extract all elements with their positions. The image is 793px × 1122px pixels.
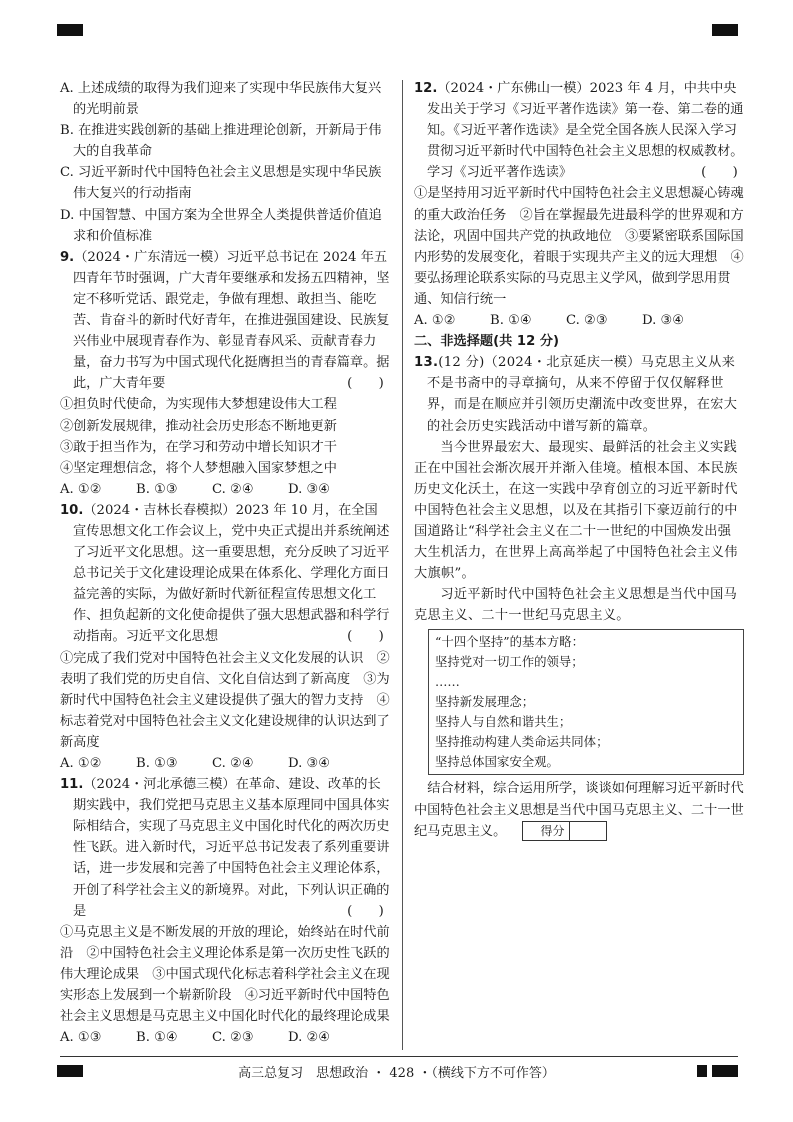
right-column [414, 78, 744, 842]
q10-choices [60, 753, 390, 774]
q10-choice-d: D. ③④ [288, 756, 331, 771]
q11-stem: （2024・河北承德三模）在革命、建设、改革的长期实践中，我们党把马克思主义基本原理同中国具体实际相结合，实现了马克思主义中国化时代化的两次历史性飞跃。进入新时代，习近平总书记发表了系列重要讲话，进一步发展和完善了中国特色社会主义理论体系，开创了科学社会主义的新境界。对此，下列认识正确的是 [73, 777, 390, 919]
column-divider [402, 80, 403, 1050]
q9-item-1: ①担负时代使命，为实现伟大梦想建设伟大工程 [60, 397, 337, 413]
q8-option-b: B. 在推进实践创新的基础上推进理论创新，开新局于伟大的自我革命 [60, 123, 382, 160]
box-line: 坚持党对一切工作的领导； [435, 654, 584, 670]
q12-choice-a: A. ①② [414, 313, 456, 329]
q9-stem: （2024・广东清远一模）习近平总书记在 2024 年五四青年节时强调，广大青年要继承和发扬五四精神，坚定不移听党话、跟党走，争做有理想、敢担当、能吃苦、肯奋斗的新时代好青年，在推进强国建设、民族复兴伟业中展现青春作为、彰显青春风采、贡献青春力量，奋力书写为中国式现代化挺膺担当的青春篇章。据此，广大青年要 [73, 249, 390, 392]
q9-choice-d: D. ③④ [288, 481, 331, 497]
q12-items: ①是坚持用习近平新时代中国特色社会主义思想凝心铸魂的重大政治任务 ②旨在掌握最先进最科学的世界观和方法论，巩固中国共产党的执政地位 ③要紧密联系国际国内形势的发展变化，着眼于实现共产主义的远大理想 ④要弘扬理论联系实际的马克思主义学风，做到学思用贯通、知信行统一 [414, 186, 744, 307]
q13-material-box [428, 629, 744, 775]
q11-choice-d: D. ②④ [288, 1030, 331, 1046]
box-line: 坚持推动构建人类命运共同体； [435, 734, 609, 750]
box-line: 坚持总体国家安全观。 [435, 754, 559, 770]
q13-material-para-2: 习近平新时代中国特色社会主义思想是当代中国马克思主义、二十一世纪马克思主义。 [414, 587, 738, 624]
q9-number: 9. [60, 249, 75, 265]
q10-choice-b: B. ①③ [136, 756, 178, 771]
question-13 [414, 352, 744, 842]
q13-material-para-1: 当今世界最宏大、最现实、最鲜活的社会主义实践正在中国社会渐次展开并渐入佳境。植根本国、本民族历史文化沃土，在这一实践中孕育创立的习近平新时代中国特色社会主义思想，以及在其指引下豪迈前行的中国道路让“科学社会主义在二十一世纪的中国焕发出强大生机活力，在世界上高高举起了中国特色社会主义伟大旗帜”。 [414, 439, 738, 582]
q9-answer-blank: ( ) [347, 376, 384, 392]
q8-option-c: C. 习近平新时代中国特色社会主义思想是实现中华民族伟大复兴的行动指南 [60, 165, 382, 202]
question-12 [414, 78, 744, 331]
q9-choices [60, 479, 390, 500]
q9-item-2: ②创新发展规律，推动社会历史形态不断地更新 [60, 418, 337, 434]
footer-rule [60, 1056, 738, 1057]
q12-choices [414, 310, 744, 331]
q8-option-a: A. 上述成绩的取得为我们迎来了实现中华民族伟大复兴的光明前景 [60, 81, 382, 118]
q8-options [60, 78, 390, 247]
q9-choice-c: C. ②④ [212, 481, 254, 497]
q9-choice-b: B. ①③ [136, 481, 178, 497]
q10-choice-c: C. ②④ [212, 756, 254, 771]
question-10 [60, 500, 390, 774]
section-title: 二、非选择题(共 12 分) [414, 334, 560, 350]
q8-option-d: D. 中国智慧、中国方案为全世界全人类提供普适价值追求和价值标准 [60, 207, 382, 244]
q12-choice-d: D. ③④ [642, 313, 685, 329]
q10-answer-blank: ( ) [347, 629, 384, 645]
q11-choices [60, 1027, 390, 1048]
q12-stem: （2024・广东佛山一模）2023 年 4 月，中共中央发出关于学习《习近平著作选读》第一卷、第二卷的通知。《习近平著作选读》是全党全国各族人民深入学习贯彻习近平新时代中国特色社会主义思想的权威教材。学习《习近平著作选读》 [427, 81, 744, 181]
page-footer: 高三总复习 思想政治 ・ 428 ・（横线下方不可作答） [238, 1066, 555, 1081]
q13-task: 结合材料，综合运用所学，谈谈如何理解习近平新时代中国特色社会主义思想是当代中国马克思主义、二十一世纪马克思主义。 [414, 781, 744, 839]
corner-mark-top-right [712, 24, 738, 36]
score-field[interactable] [570, 822, 606, 840]
score-box [522, 821, 606, 841]
q13-number: 13. [414, 355, 439, 371]
q9-item-3: ③敢于担当作为，在学习和劳动中增长知识才干 [60, 439, 337, 455]
question-9 [60, 247, 390, 500]
q11-items: ①马克思主义是不断发展的开放的理论，始终站在时代前沿 ②中国特色社会主义理论体系是第一次历史性飞跃的伟大理论成果 ③中国式现代化标志着科学社会主义在现实形态上发展到一个崭新阶段 ④习近平新时代中国特色社会主义思想是马克思主义中国化时代化的最终理论成果 [60, 924, 390, 1025]
corner-mark-top-left [57, 24, 83, 36]
q10-number: 10. [60, 502, 84, 518]
score-label: 得分 [523, 822, 569, 840]
q12-choice-b: B. ①④ [490, 313, 532, 329]
q9-choice-a: A. ①② [60, 481, 102, 497]
q12-number: 12. [414, 81, 438, 96]
q10-choice-a: A. ①② [60, 756, 102, 771]
box-line: “十四个坚持”的基本方略： [435, 634, 584, 650]
q12-answer-blank: ( ) [701, 165, 738, 181]
q11-answer-blank: ( ) [347, 903, 384, 919]
box-line: 坚持人与自然和谐共生； [435, 714, 572, 730]
box-line: 坚持新发展理念； [435, 694, 535, 710]
left-column [60, 78, 390, 1048]
q10-items: ①完成了我们党对中国特色社会主义文化发展的认识 ②表明了我们党的历史自信、文化自信达到了新高度 ③为新时代中国特色社会主义建设提供了强大的智力支持 ④标志着党对中国特色社会主义文化建设规律的认识达到了新高度 [60, 650, 390, 750]
q11-choice-b: B. ①④ [136, 1030, 178, 1046]
q10-stem: （2024・吉林长春模拟）2023 年 10 月，在全国宣传思想文化工作会议上，党中央正式提出并系统阐述了习近平文化思想。这一重要思想，充分反映了习近平总书记关于文化建设理论成果在体系化、学理化方面日益完善的实际，为做好新时代新征程宣传思想文化工作、担负起新的文化使命提供了强大思想武器和科学行动指南。习近平文化思想 [73, 502, 390, 645]
q11-number: 11. [60, 777, 84, 793]
q13-intro: (12 分)（2024・北京延庆一模）马克思主义从来不是书斋中的寻章摘句，从来不停留于仅仅解释世界，而是在顺应并引领历史潮流中改变世界，在宏大的社会历史实践活动中谱写新的篇章。 [427, 355, 738, 434]
q11-choice-c: C. ②③ [212, 1030, 254, 1046]
question-11 [60, 774, 390, 1048]
q11-choice-a: A. ①③ [60, 1030, 102, 1046]
q9-item-4: ④坚定理想信念，将个人梦想融入国家梦想之中 [60, 460, 337, 476]
q12-choice-c: C. ②③ [566, 313, 608, 329]
box-line: …… [435, 674, 460, 690]
